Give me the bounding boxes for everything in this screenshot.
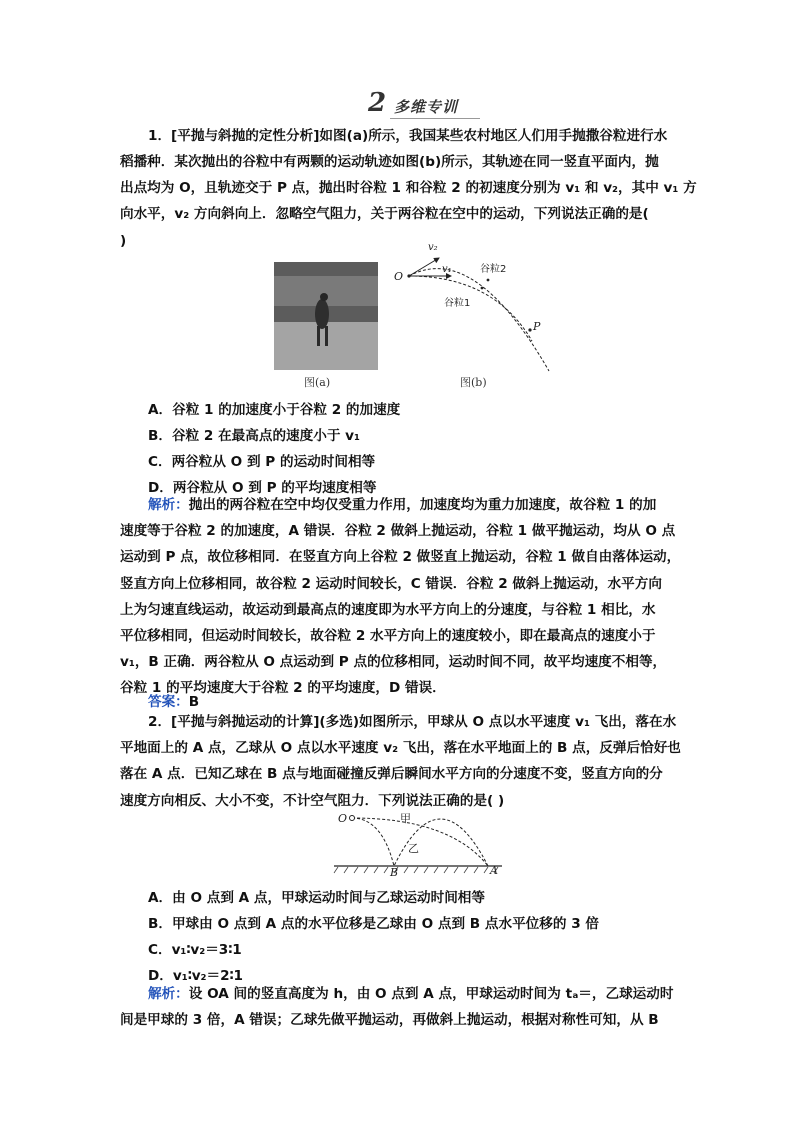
section-title: 多维专训	[394, 98, 459, 116]
start-ball	[350, 816, 355, 821]
ground-hatching	[334, 867, 498, 873]
intersection-point	[528, 328, 531, 331]
q1-option-b: B．谷粒 2 在最高点的速度小于 v₁	[148, 428, 360, 444]
q1-option-c: C．两谷粒从 O 到 P 的运动时间相等	[148, 454, 376, 470]
q2-figure	[330, 810, 506, 878]
label-yi: 乙	[408, 842, 419, 855]
section-number: 2	[368, 88, 387, 118]
label-v2: v₂	[428, 242, 438, 253]
q1-analysis-line: 谷粒 1 的平均速度大于谷粒 2 的平均速度，D 错误．	[120, 680, 446, 697]
q1-option-a: A．谷粒 1 的加速度小于谷粒 2 的加速度	[148, 402, 401, 418]
section-header	[360, 88, 490, 122]
label-grain2: 谷粒2	[480, 264, 507, 275]
q2-option-c: C．v₁∶v₂＝3∶1	[148, 942, 242, 958]
origin-point	[407, 274, 410, 277]
label-O: O	[338, 812, 348, 825]
q2-option-a: A．由 O 点到 A 点，甲球运动时间与乙球运动时间相等	[148, 890, 485, 906]
header-underline	[390, 118, 480, 119]
answer-label: 答案：	[148, 694, 189, 710]
grain2-dot	[487, 279, 490, 282]
q1-line: 向水平，v₂ 方向斜向上．忽略空气阻力，关于两谷粒在空中的运动，下列说法正确的是(	[120, 206, 649, 223]
label-grain1: 谷粒1	[444, 298, 471, 309]
grain2-trajectory	[409, 269, 549, 371]
q1-line: 出点均为 O，且轨迹交于 P 点，抛出时谷粒 1 和谷粒 2 的初速度分别为 v₁ 和 v₂，其中 v₁ 方	[120, 180, 697, 197]
q1-answer	[148, 690, 199, 710]
q1-analysis-line: 上为匀速直线运动，故运动到最高点的速度即为水平方向上的分速度，与谷粒 1 相比，水	[120, 601, 656, 618]
q1-line: 1．[平抛与斜抛的定性分析]如图(a)所示，我国某些农村地区人们用手抛撒谷粒进行水	[148, 128, 668, 144]
q2-analysis	[120, 981, 682, 1033]
q2-option-d: D．v₁∶v₂＝2∶1	[148, 968, 244, 984]
q1-analysis-line: v₁，B 正确．两谷粒从 O 点运动到 P 点的位移相同，运动时间不同，故平均速度不相等，	[120, 654, 667, 671]
q1-analysis-line: 运动到 P 点，故位移相同．在竖直方向上谷粒 2 做竖直上抛运动，谷粒 1 做自由落体运动，	[120, 549, 681, 566]
farmer-photo	[274, 262, 378, 370]
q2-analysis-line: 解析：设 OA 间的竖直高度为 h，由 O 点到 A 点，甲球运动时间为 tₐ＝，乙球运动时	[148, 986, 674, 1002]
q1-line: )	[120, 232, 127, 249]
analysis-label: 解析：	[148, 986, 189, 1002]
answer-value: B	[188, 694, 200, 710]
q2-option-b: B．甲球由 O 点到 A 点的水平位移是乙球由 O 点到 B 点水平位移的 3 倍	[148, 916, 599, 932]
grain1-dot	[481, 287, 484, 290]
q1-fig-a-caption: 图(a)	[304, 376, 331, 389]
label-B: B	[390, 866, 399, 878]
q1-analysis-line: 平位移相同，但运动时间较长，故谷粒 2 水平方向上的速度较小，即在最高点的速度小于	[120, 628, 656, 645]
label-O: O	[394, 270, 404, 283]
q2-line: 2．[平抛与斜抛运动的计算](多选)如图所示，甲球从 O 点以水平速度 v₁ 飞出，落在水	[148, 714, 677, 730]
q1-line: 稻播种．某次抛出的谷粒中有两颗的运动轨迹如图(b)所示，其轨迹在同一竖直平面内，抛	[120, 154, 659, 170]
q1-fig-b-caption: 图(b)	[460, 376, 487, 389]
label-v1: v₁	[442, 264, 452, 275]
q1-analysis	[120, 492, 682, 702]
q1-analysis-line: 速度等于谷粒 2 的加速度，A 错误．谷粒 2 做斜上抛运动，谷粒 1 做平抛运动，均从 O 点	[120, 523, 676, 540]
q1-figure-a-photo	[274, 262, 378, 370]
q1-figure-b-trajectories	[384, 236, 554, 372]
label-jia: 甲	[400, 812, 411, 825]
yi-trajectory	[352, 818, 488, 866]
q1-stem	[120, 123, 682, 149]
analysis-label: 解析：	[148, 497, 189, 513]
q2-stem	[120, 709, 682, 814]
q1-analysis-line: 解析：抛出的两谷粒在空中均仅受重力作用，加速度均为重力加速度，故谷粒 1 的加	[148, 497, 657, 513]
q2-line: 落在 A 点．已知乙球在 B 点与地面碰撞反弹后瞬间水平方向的分速度不变，竖直方向的分	[120, 766, 663, 783]
q1-option-d: D．两谷粒从 O 到 P 的平均速度相等	[148, 480, 377, 496]
label-P: P	[533, 320, 541, 333]
grain1-trajectory	[409, 276, 532, 341]
q2-line: 平地面上的 A 点，乙球从 O 点以水平速度 v₂ 飞出，落在水平地面上的 B 点，反弹后恰好也	[120, 740, 681, 757]
v2-arrow	[409, 258, 439, 276]
q2-line: 速度方向相反、大小不变，不计空气阻力．下列说法正确的是( )	[120, 792, 505, 809]
q1-analysis-line: 竖直方向上位移相同，故谷粒 2 运动时间较长，C 错误．谷粒 2 做斜上抛运动，水平方向	[120, 575, 662, 592]
label-A: A	[490, 864, 498, 877]
q2-analysis-line: 间是甲球的 3 倍，A 错误；乙球先做平抛运动，再做斜上抛运动，根据对称性可知，从 B	[120, 1012, 659, 1029]
